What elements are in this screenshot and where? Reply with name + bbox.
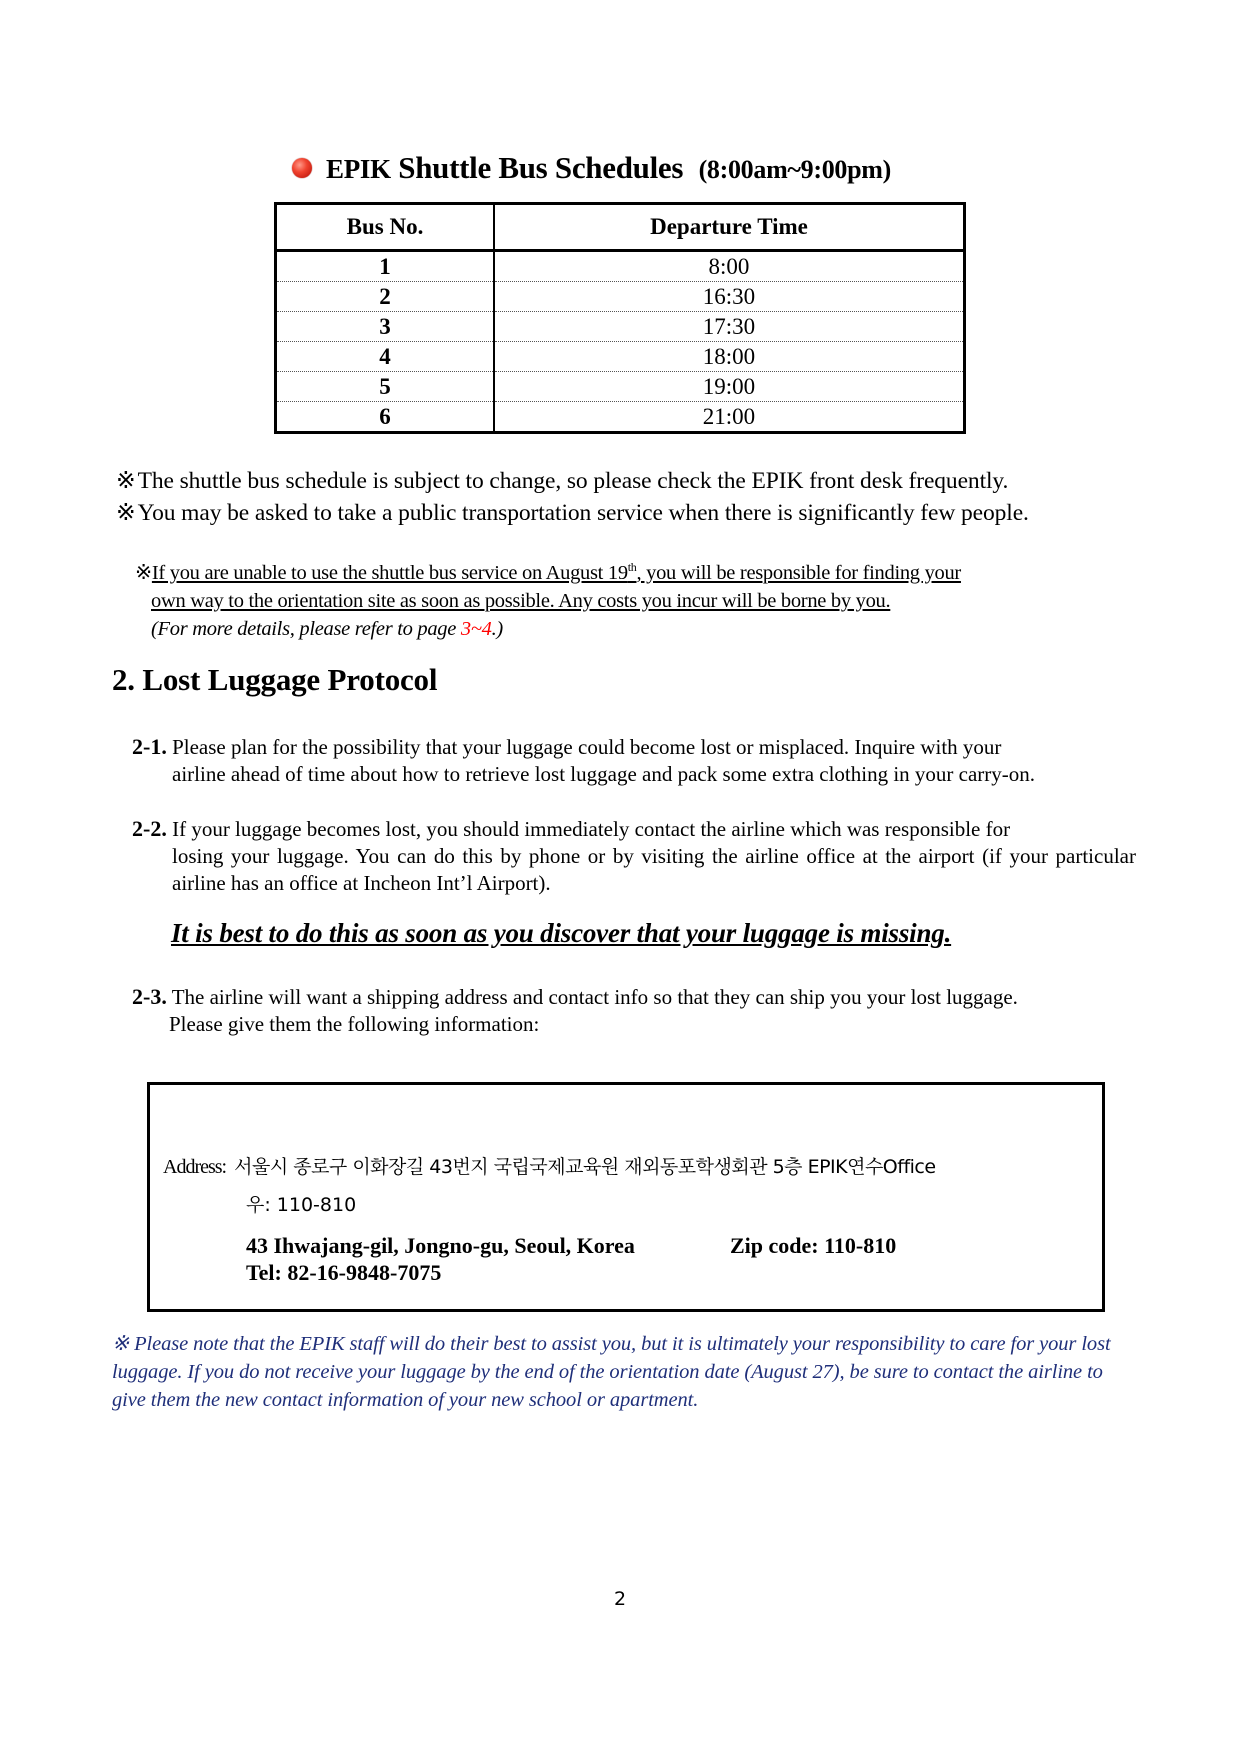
table-row <box>276 312 965 342</box>
bus-number: 6 <box>276 402 495 433</box>
public-transport-note: ※You may be asked to take a public transportation service when there is significantly few people. <box>116 500 1029 526</box>
shuttle-schedule-table <box>274 202 966 434</box>
departure-time: 21:00 <box>702 404 756 429</box>
departure-time: 17:30 <box>494 312 965 342</box>
bus-number: 1 <box>276 251 495 282</box>
item-number: 2-2. <box>132 816 167 841</box>
english-address: 43 Ihwajang-gil, Jongno-gu, Seoul, Korea <box>246 1233 635 1258</box>
address-label: Address: <box>163 1156 227 1178</box>
korean-postal-code: 우: 110-810 <box>246 1194 357 1216</box>
departure-time: 19:00 <box>494 372 965 402</box>
page-number: 2 <box>614 1588 627 1610</box>
table-header-row <box>276 204 965 251</box>
departure-time: 16:30 <box>494 282 965 312</box>
table-row <box>276 282 965 312</box>
item-2-2: 2-2. If your luggage becomes lost, you should immediately contact the airline which was responsible for losing your luggage. You can do this by phone or by visiting the airline office at the airport (if your particular airline has an office at Incheon Int’l Airport). <box>132 816 1136 895</box>
item-2-3: 2-3. The airline will want a shipping address and contact info so that they can ship you your lost luggage. Please give them the following information: <box>132 984 1018 1036</box>
table-row <box>276 342 965 372</box>
bus-number: 3 <box>276 312 495 342</box>
telephone: Tel: 82-16-9848-7075 <box>246 1260 442 1285</box>
reference-mark-icon: ※ <box>116 500 136 526</box>
emphasis-callout: It is best to do this as soon as you discover that your luggage is missing. <box>171 918 952 948</box>
shuttle-schedule-title <box>292 150 891 186</box>
header-bus-no: Bus No. <box>276 204 495 251</box>
section-heading-lost-luggage: 2. Lost Luggage Protocol <box>112 662 438 697</box>
title-hours: (8:00am~9:00pm) <box>698 155 891 184</box>
item-number: 2-1. <box>132 734 167 759</box>
korean-address-line: Address: 서울시 종로구 이화장길 43번지 국립국제교육원 재외동포학생회관 5층 EPIK연수Office <box>163 1156 936 1178</box>
header-departure-time: Departure Time <box>494 204 965 251</box>
red-circle-bullet-icon <box>292 158 312 178</box>
zip-code: Zip code: 110-810 <box>730 1233 897 1258</box>
bus-number: 4 <box>276 342 495 372</box>
shuttle-warning-note: ※If you are unable to use the shuttle bus service on August 19th, you will be responsible for finding your own way to the orientation site as soon as possible. Any costs you incur will be borne by you. (For more details, please refer to page 3~4.) <box>135 560 961 640</box>
bus-number: 2 <box>276 282 495 312</box>
title-main-text: Shuttle Bus Schedules <box>398 150 684 185</box>
title-epik: EPIK <box>326 154 391 184</box>
table-row <box>276 402 965 433</box>
bus-number: 5 <box>276 372 495 402</box>
item-number: 2-3. <box>132 984 167 1009</box>
responsibility-note: ※ Please note that the EPIK staff will do their best to assist you, but it is ultimately your responsibility to care for your lost luggage. If you do not receive your luggage by the end of the orientation date (August 27), be sure to contact the airline to give them the new contact information of your new school or apartment. <box>112 1333 1111 1411</box>
reference-mark-icon: ※ <box>116 468 136 494</box>
table-row <box>276 372 965 402</box>
reference-mark-icon: ※ <box>135 561 152 584</box>
page-reference-link: 3~4 <box>460 617 492 640</box>
departure-time: 18:00 <box>494 342 965 372</box>
item-2-1: 2-1. Please plan for the possibility that your luggage could become lost or misplaced. Inquire with your airline ahead of time about how to retrieve lost luggage and pack some extra clothing in your carry-on. <box>132 734 1036 786</box>
reference-mark-icon: ※ <box>112 1333 130 1355</box>
table-row <box>276 251 965 282</box>
schedule-change-note: ※The shuttle bus schedule is subject to change, so please check the EPIK front desk frequently. <box>116 468 1009 494</box>
departure-time: 8:00 <box>494 251 965 282</box>
